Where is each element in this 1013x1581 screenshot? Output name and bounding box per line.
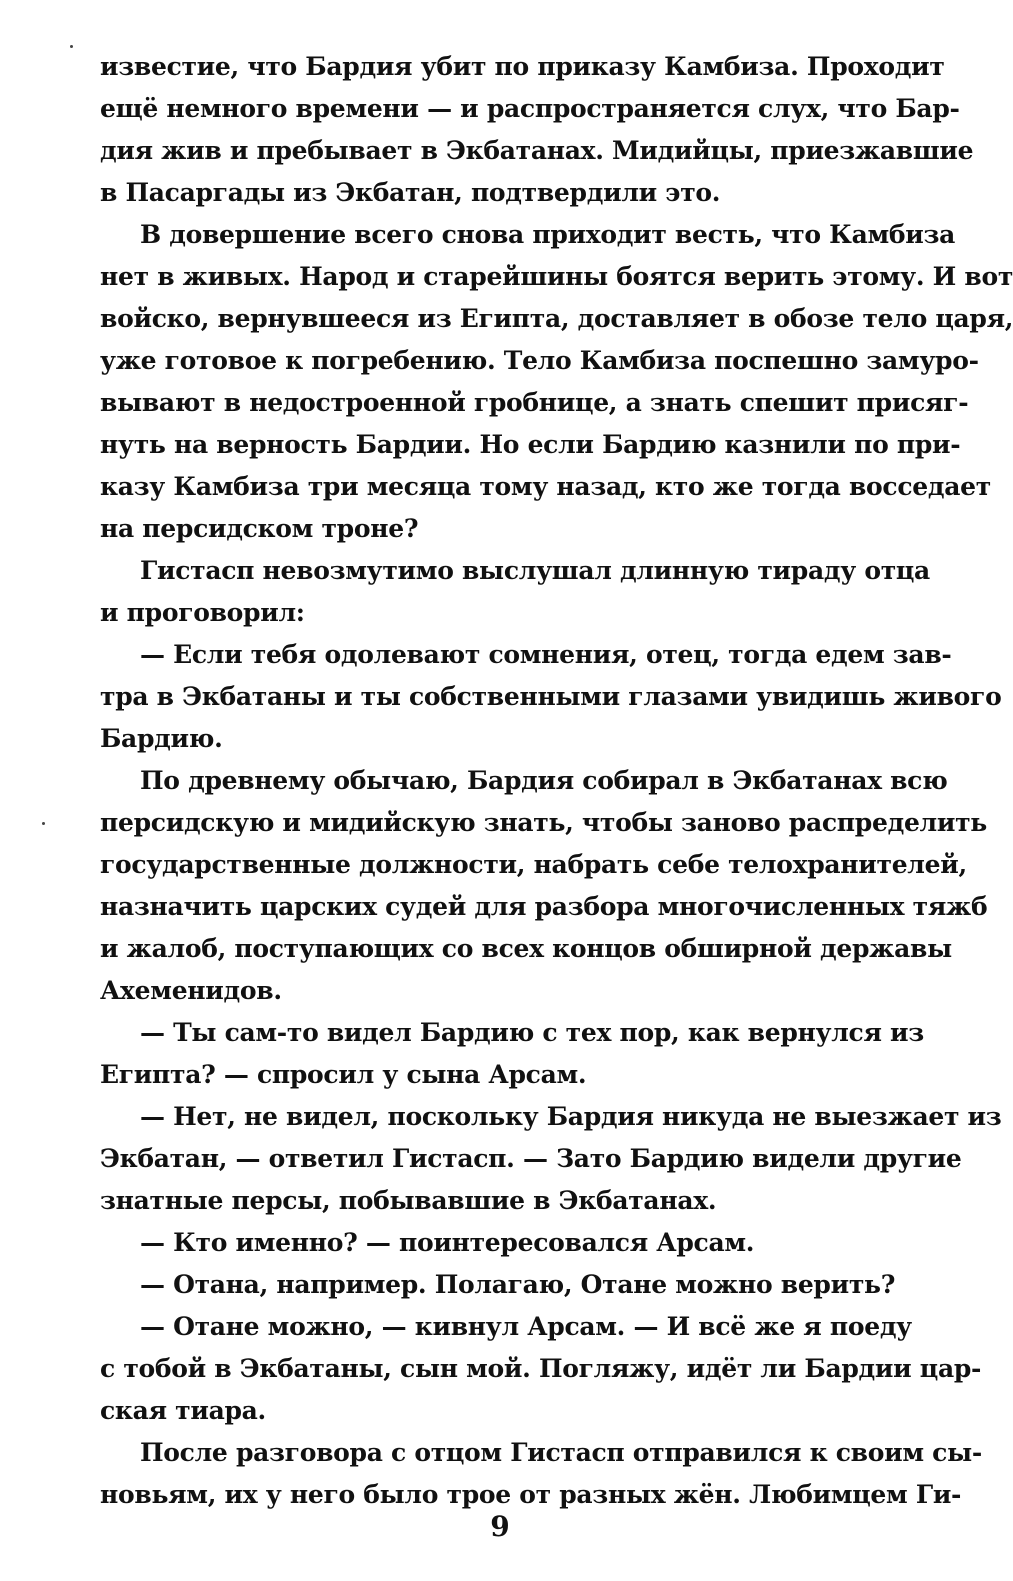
paragraph: [100, 1306, 982, 1432]
text-line: государственные должности, набрать себе телохранителей,: [100, 850, 967, 879]
text-line: Египта? — спросил у сына Арсам.: [100, 1060, 587, 1089]
text-line: Бардию.: [100, 724, 223, 753]
body-text: [100, 46, 1013, 1516]
page-number: 9: [490, 1510, 510, 1543]
text-line: После разговора с отцом Гистасп отправился к своим сы-: [140, 1438, 982, 1467]
text-line: новьям, их у него было трое от разных жён. Любимцем Ги-: [100, 1480, 962, 1509]
paragraph: [100, 214, 1013, 550]
scan-speck: [42, 822, 45, 825]
text-line: уже готовое к погребению. Тело Камбиза поспешно замуро-: [100, 346, 979, 375]
text-line: с тобой в Экбатаны, сын мой. Погляжу, идёт ли Бардии цар-: [100, 1354, 982, 1383]
text-line: назначить царских судей для разбора многочисленных тяжб: [100, 892, 988, 921]
text-line: войско, вернувшееся из Египта, доставляет в обозе тело царя,: [100, 304, 1013, 333]
paragraph: [100, 634, 1002, 760]
text-line: и жалоб, поступающих со всех концов обширной державы: [100, 934, 952, 963]
text-line: — Ты сам-то видел Бардию с тех пор, как вернулся из: [140, 1018, 924, 1047]
text-line: казу Камбиза три месяца тому назад, кто же тогда восседает: [100, 472, 991, 501]
paragraph: [100, 1012, 924, 1096]
paragraph: [100, 1096, 1002, 1222]
text-line: в Пасаргады из Экбатан, подтвердили это.: [100, 178, 721, 207]
text-line: вывают в недостроенной гробнице, а знать спешит присяг-: [100, 388, 969, 417]
text-line: и проговорил:: [100, 598, 305, 627]
text-line: нет в живых. Народ и старейшины боятся верить этому. И вот: [100, 262, 1013, 291]
paragraph: [100, 550, 930, 634]
paragraph: [100, 1432, 982, 1516]
scan-speck: [70, 45, 73, 48]
text-line: ещё немного времени — и распространяется слух, что Бар-: [100, 94, 960, 123]
text-line: тра в Экбатаны и ты собственными глазами увидишь живого: [100, 682, 1002, 711]
text-line: — Отана, например. Полагаю, Отане можно верить?: [140, 1270, 896, 1299]
text-line: ская тиара.: [100, 1396, 266, 1425]
text-line: — Нет, не видел, поскольку Бардия никуда не выезжает из: [140, 1102, 1002, 1131]
paragraph: [100, 1222, 908, 1264]
text-line: дия жив и пребывает в Экбатанах. Мидийцы, приезжавшие: [100, 136, 974, 165]
text-line: известие, что Бардия убит по приказу Камбиза. Проходит: [100, 52, 945, 81]
text-line: на персидском троне?: [100, 514, 419, 543]
paragraph: [100, 46, 974, 214]
text-line: — Если тебя одолевают сомнения, отец, тогда едем зав-: [140, 640, 952, 669]
text-line: — Кто именно? — поинтересовался Арсам.: [140, 1228, 755, 1257]
paragraph: [100, 1264, 908, 1306]
text-line: В довершение всего снова приходит весть, что Камбиза: [140, 220, 956, 249]
paragraph: [100, 760, 988, 1012]
text-line: знатные персы, побывавшие в Экбатанах.: [100, 1186, 717, 1215]
text-line: Гистасп невозмутимо выслушал длинную тираду отца: [140, 556, 930, 585]
text-line: Экбатан, — ответил Гистасп. — Зато Бардию видели другие: [100, 1144, 962, 1173]
text-line: — Отане можно, — кивнул Арсам. — И всё же я поеду: [140, 1312, 912, 1341]
text-line: персидскую и мидийскую знать, чтобы заново распределить: [100, 808, 987, 837]
text-line: По древнему обычаю, Бардия собирал в Экбатанах всю: [140, 766, 948, 795]
text-line: нуть на верность Бардии. Но если Бардию казнили по при-: [100, 430, 961, 459]
text-line: Ахеменидов.: [100, 976, 282, 1005]
